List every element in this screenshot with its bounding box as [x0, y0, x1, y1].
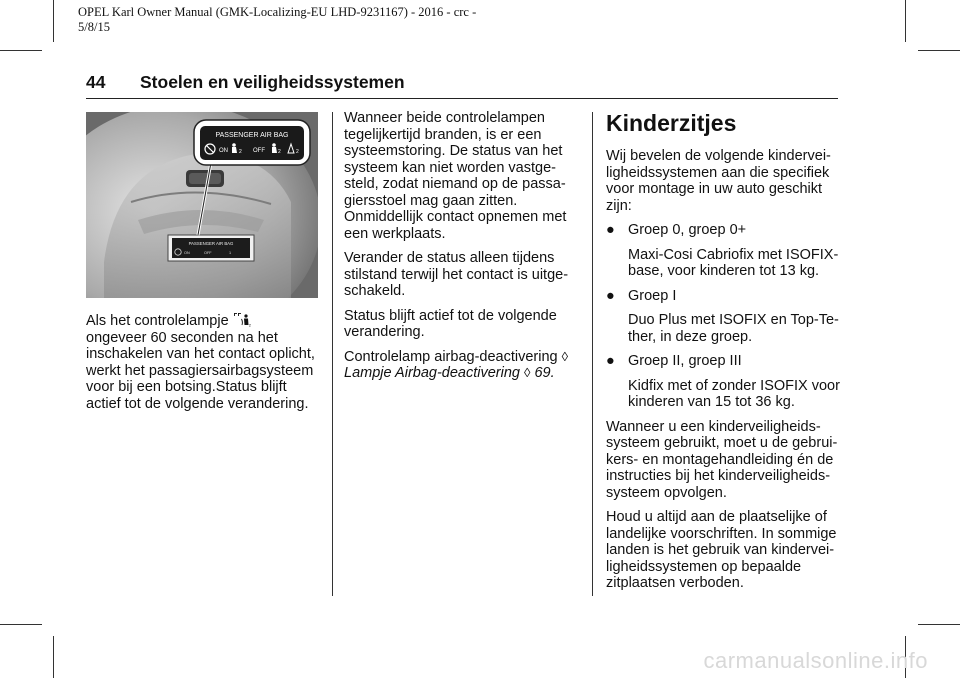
col3-paragraph-after-2: Houd u altijd aan de plaatselijke of landelijke voorschriften. In sommige landen is het gebruik van kindervei- ligheidssystemen op bepaalde zitplaatsen verboden.	[606, 509, 837, 591]
section-title: Stoelen en veiligheidssystemen	[140, 72, 405, 92]
crop-mark	[918, 624, 960, 625]
passenger-icon	[272, 143, 276, 147]
col2-paragraph-3: Status blijft actief tot de volgende verandering.	[344, 307, 557, 340]
header-line-1: OPEL Karl Owner Manual (GMK-Localizing-EU LHD-9231167) - 2016 - crc -	[78, 5, 477, 19]
list-item-desc: Kidfix met of zonder ISOFIX voor kinderen van 15 tot 36 kg.	[628, 377, 840, 410]
list-item-group: Groep I	[628, 287, 677, 304]
panel-on-text: ON	[184, 251, 190, 255]
crop-mark	[918, 50, 960, 51]
list-item	[606, 288, 841, 305]
crop-mark	[53, 0, 54, 42]
col3-paragraph-after-1: Wanneer u een kinderveiligheids- systeem gebruikt, moet u de gebrui- kers- en montagehandleiding én de instructies bij het kinderveiligheids- systeem opvolgen.	[606, 418, 838, 501]
header-line-2: 5/8/15	[78, 20, 110, 34]
column-divider	[332, 112, 333, 596]
ref-arrow-icon: ◊	[524, 365, 531, 380]
crop-mark	[53, 636, 54, 678]
page-title	[86, 72, 838, 93]
airbag-off-indicator-icon	[233, 312, 251, 327]
section-heading: Kinderzitjes	[606, 110, 737, 136]
column-3	[606, 110, 841, 600]
col1-paragraph	[86, 312, 318, 412]
watermark: carmanualsonline.info	[703, 648, 928, 673]
col2-paragraph-1: Wanneer beide controlelampen tegelijkertijd branden, is er een systeemstoring. De status van het systeem kan niet worden vastge- steld, zodat niemand op de passa- giersstoel mag gaan zitten. Onmiddellijk contact opnemen met een werkplaats.	[344, 110, 567, 242]
crop-mark	[0, 50, 42, 51]
running-header	[78, 5, 638, 35]
bullet-icon: ●	[606, 222, 615, 238]
callout-num-2: 2	[278, 149, 281, 155]
title-rule	[86, 98, 838, 99]
svg-text:2: 2	[248, 322, 251, 327]
xref-link[interactable]: Lampje Airbag-deactivering	[344, 365, 520, 381]
bullet-icon: ●	[606, 287, 615, 304]
col1-text-after-icon: ongeveer 60 seconden na het inschakelen van het contact oplicht, werkt het passagiersairbagsysteem voor bij een botsing.Status blijft actief tot de volgende verandering.	[86, 329, 315, 412]
col3-intro: Wij bevelen de volgende kindervei- ligheidssystemen aan die specifiek voor montage in uw auto geschikt zijn:	[606, 148, 831, 214]
list-item	[606, 222, 841, 239]
crop-mark	[0, 624, 42, 625]
xref-page[interactable]: 69	[534, 365, 551, 381]
column-divider	[592, 112, 593, 596]
list-item-group: Groep II, groep III	[628, 353, 742, 369]
list-item-desc: Duo Plus met ISOFIX en Top-Te- ther, in deze groep.	[628, 312, 839, 345]
passenger-icon	[232, 143, 236, 147]
airbag-indicator-photo	[86, 112, 318, 298]
list-item-group: Groep 0, groep 0+	[628, 222, 747, 238]
callout-off-text: OFF	[253, 148, 265, 154]
xref-text: Controlelamp airbag-deactivering	[344, 348, 558, 365]
panel-label: PASSENGER AIR BAG	[188, 241, 234, 246]
page-number: 44	[86, 72, 106, 92]
col1-text-before-icon: Als het controlelampje	[86, 313, 229, 329]
callout-num-3: 2	[296, 149, 299, 155]
callout-label: PASSENGER AIR BAG	[215, 132, 289, 139]
list-item	[606, 353, 841, 370]
callout-num-1: 2	[239, 149, 242, 155]
ref-arrow-icon: ◊	[561, 348, 569, 364]
col2-cross-reference: Controlelamp airbag-deactivering ◊ Lampje Airbag-deactivering ◊ 69.	[344, 348, 569, 381]
bullet-icon: ●	[606, 353, 615, 369]
col2-paragraph-2: Verander de status alleen tijdens stilstand terwijl het contact is uitge- schakeld.	[344, 250, 569, 299]
column-1	[86, 312, 318, 420]
panel-num: 1	[229, 251, 232, 255]
column-2	[344, 110, 576, 390]
crop-mark	[905, 0, 906, 42]
list-item-desc: Maxi-Cosi Cabriofix met ISOFIX-base, voor kinderen tot 13 kg.	[628, 246, 839, 279]
panel-off-text: OFF	[204, 251, 212, 255]
callout-on-text: ON	[219, 148, 228, 154]
